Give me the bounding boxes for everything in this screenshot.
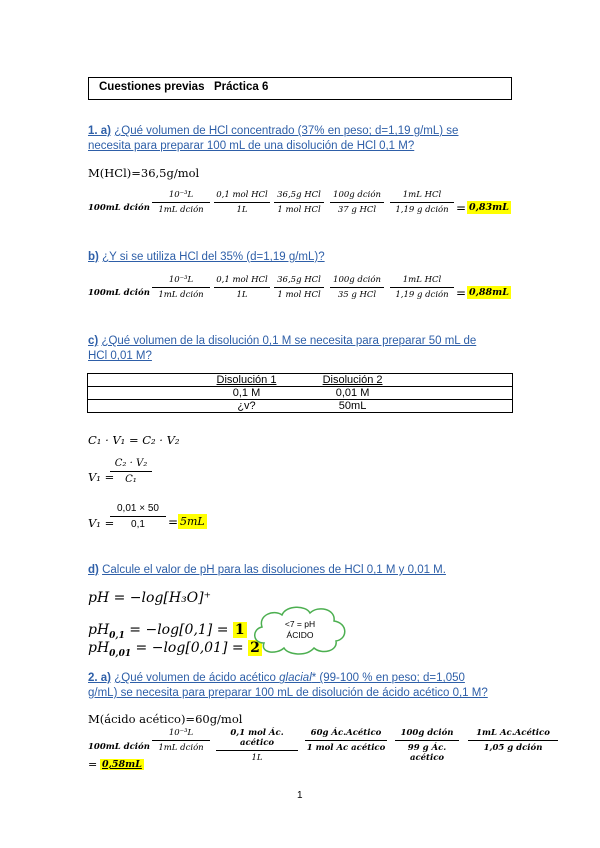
table-cell: 0,01 M <box>335 387 370 399</box>
equals-sign: = <box>456 286 467 300</box>
question-label: 1. a) <box>88 125 112 137</box>
question-label: 2. a) <box>88 672 112 684</box>
table-cell: ¿v? <box>237 400 256 412</box>
result-highlight: 0,83mL <box>469 202 509 213</box>
table-header: Disolución 1 <box>216 374 277 386</box>
table-cell: 0,1 M <box>232 387 261 399</box>
cloud-text <box>250 619 350 641</box>
fraction: 10⁻³L 1mL dción <box>152 275 210 300</box>
ph-definition: pH = −log[H₃O]⁺ <box>88 590 212 606</box>
question-1c <box>88 334 476 364</box>
section-header <box>88 77 512 100</box>
v1-formula-fraction: $\frac{\text{C₂ · V₂}}{\text{C₁}}$ <box>110 458 152 485</box>
ph-calc-2: $pH_{0,01} = -\log[0,01] = 2$ <box>88 640 260 659</box>
fraction: 10⁻³L 1mL dción <box>152 728 210 753</box>
question-text-rest: * (99-100 % en peso; d=1,050 <box>311 672 465 684</box>
ph-calc-1: $pH_{0,1} = -\log[0,1] = 1$ <box>88 622 245 641</box>
molar-mass-hcl: M(HCl)=36,5g/mol <box>88 166 200 180</box>
table-header: Disolución 2 <box>322 374 383 386</box>
header-practice: Práctica 6 <box>214 81 269 93</box>
result-highlight: 0,58mL <box>102 759 142 770</box>
molar-mass-acetic: M(ácido acético)=60g/mol <box>88 712 243 726</box>
question-text-emphasis: glacial <box>279 672 312 684</box>
question-text: Calcule el valor de pH para las disoluciones de HCl 0,1 M y 0,01 M. <box>102 564 446 576</box>
question-text: ¿Y si se utiliza HCl del 35% (d=1,19 g/mL)? <box>102 251 325 263</box>
fraction: 36,5g HCl 1 mol HCl <box>274 190 324 215</box>
fraction: 0,1 mol HCl 1L <box>214 275 270 300</box>
fraction: 0,1 mol Ác. acético 1L <box>216 728 298 763</box>
question-text: ¿Qué volumen de ácido acético <box>114 672 280 684</box>
equals-sign: = <box>168 515 179 529</box>
question-1a <box>88 124 458 154</box>
result-highlight: 5mL <box>180 515 205 528</box>
question-text-line2: necesita para preparar 100 mL de una disolución de HCl 0,1 M? <box>88 140 415 152</box>
table-row <box>88 400 513 413</box>
cloud-line-1: <7 = pH <box>284 619 316 629</box>
equals-sign: = <box>88 758 98 771</box>
calc-start: 100mL dción <box>88 742 150 752</box>
dilution-table <box>87 373 513 413</box>
table-row <box>88 387 513 400</box>
v1-values-fraction: $\frac{0,01 \times 50}{0,1}$ <box>110 503 166 530</box>
question-2a <box>88 671 488 701</box>
question-text: ¿Qué volumen de HCl concentrado (37% en peso; d=1,19 g/mL) se <box>114 125 459 137</box>
equals-sign: = <box>456 201 467 215</box>
fraction: 60g Ác.Acético 1 mol Ac acético <box>306 728 386 753</box>
page-number: 1 <box>297 790 303 801</box>
question-1d <box>88 563 446 578</box>
calc-start: 100mL dción <box>88 288 150 298</box>
fraction: 100g dción 37 g HCl <box>330 190 384 215</box>
fraction: 1mL HCl 1,19 g dción <box>390 190 454 215</box>
fraction: 100g dción 99 g Ác. acético <box>395 728 459 763</box>
result-highlight: 0,88mL <box>469 287 509 298</box>
dilution-equation: C₁ · V₁ = C₂ · V₂ <box>88 433 180 447</box>
question-label: c) <box>88 335 99 347</box>
fraction: 1mL HCl 1,19 g dción <box>390 275 454 300</box>
fraction: 0,1 mol HCl 1L <box>214 190 270 215</box>
question-text-line2: HCl 0,01 M? <box>88 350 152 362</box>
fraction: 1mL Ac.Acético 1,05 g dción <box>468 728 558 753</box>
calc-start: 100mL dción <box>88 203 150 213</box>
question-label: d) <box>88 564 99 576</box>
header-title: Cuestiones previas <box>99 81 205 93</box>
table-cell: 50mL <box>338 400 367 412</box>
result-highlight: 1 <box>234 622 245 638</box>
v1-lhs: V₁ = <box>88 470 115 484</box>
question-text-line2: g/mL) se necesita para preparar 100 mL de disolución de ácido acético 0,1 M? <box>88 687 488 699</box>
fraction: 36,5g HCl 1 mol HCl <box>274 275 324 300</box>
fraction: 100g dción 35 g HCl <box>330 275 384 300</box>
question-label: b) <box>88 251 99 263</box>
cloud-line-2: ÁCIDO <box>286 630 314 640</box>
result-highlight: 2 <box>250 640 260 656</box>
fraction: 10⁻³L 1mL dción <box>152 190 210 215</box>
question-1b <box>88 250 325 265</box>
table-header-row <box>88 374 513 387</box>
question-text: ¿Qué volumen de la disolución 0,1 M se necesita para preparar 50 mL de <box>101 335 477 347</box>
v1-lhs: V₁ = <box>88 516 115 530</box>
